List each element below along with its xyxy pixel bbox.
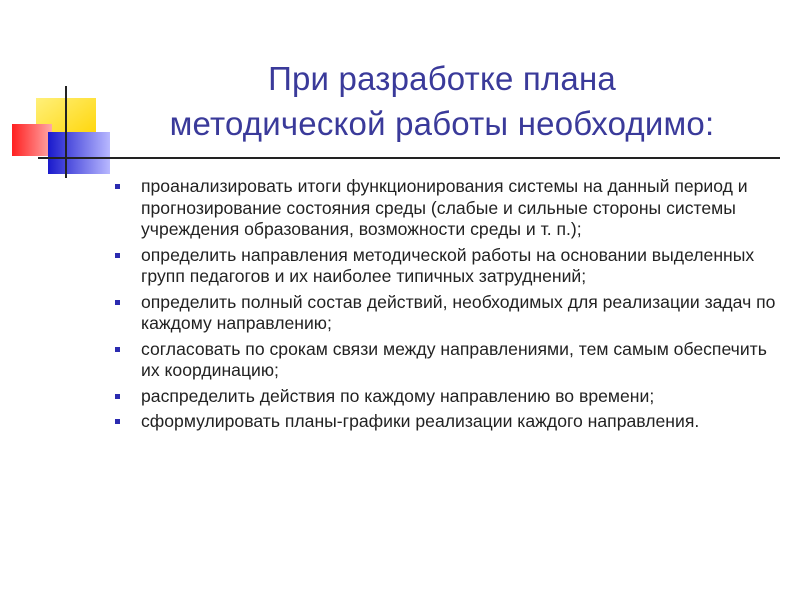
square-bullet-icon xyxy=(115,394,120,399)
slide-title-line-1: При разработке плана xyxy=(268,60,616,97)
title-underline xyxy=(38,157,780,159)
square-bullet-icon xyxy=(115,253,120,258)
red-square xyxy=(12,124,52,156)
square-bullet-icon xyxy=(115,347,120,352)
square-bullet-icon xyxy=(115,184,120,189)
list-item xyxy=(112,176,780,241)
list-item xyxy=(112,245,780,288)
list-item-text: проанализировать итоги функционирования системы на данный период и прогнозирование состояния среды (слабые и сильные стороны системы учреждения образования, возможности среды и т. п.); xyxy=(141,176,748,239)
blue-square xyxy=(48,132,110,174)
list-item xyxy=(112,339,780,382)
slide-title-line-2: методической работы необходимо: xyxy=(169,105,715,142)
list-item xyxy=(112,292,780,335)
square-bullet-icon xyxy=(115,419,120,424)
list-item-text: распределить действия по каждому направлению во времени; xyxy=(141,385,655,406)
decorative-squares xyxy=(0,0,120,190)
list-item xyxy=(112,411,780,433)
list-item-text: сформулировать планы-графики реализации каждого направления. xyxy=(141,411,700,431)
vertical-line xyxy=(65,86,67,178)
list-item xyxy=(112,386,780,408)
bullet-list xyxy=(112,176,780,437)
list-item-text: согласовать по срокам связи между направлениями, тем самым обеспечить их координацию; xyxy=(141,338,767,380)
list-item-text: определить направления методической работы на основании выделенных групп педагогов и их наиболее типичных затруднений; xyxy=(141,244,755,286)
slide-title xyxy=(112,56,772,146)
square-bullet-icon xyxy=(115,300,120,305)
list-item-text: определить полный состав действий, необходимых для реализации задач по каждому направлению; xyxy=(141,291,776,333)
